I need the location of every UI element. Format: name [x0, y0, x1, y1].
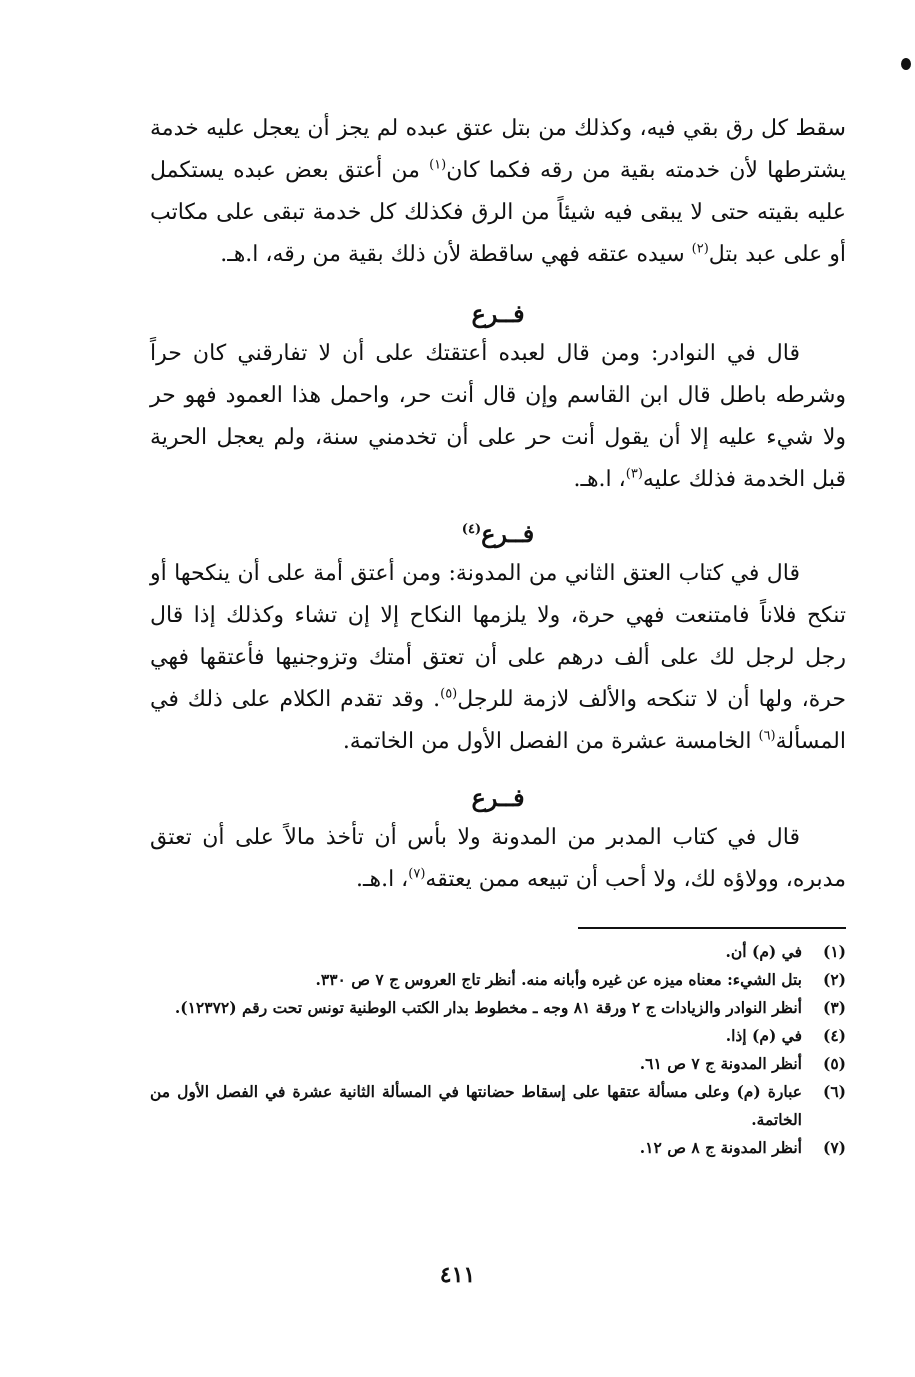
footnote-ref-7: (٧) [408, 866, 426, 882]
footnote-number: (٢) [822, 970, 846, 989]
paragraph-4-text-a: قال في كتاب المدبر من المدونة ولا بأس أن تأخذ مالاً على أن تعتق مدبره، وولاؤه لك، ولا أحب أن تبيعه ممن يعتقه [150, 825, 846, 892]
footnote-text: بتل الشيء: معناه ميزه عن غيره وأبانه منه. أنظر تاج العروس ج ٧ ص ٣٣٠. [315, 970, 802, 989]
section-heading-3 [150, 780, 846, 816]
footnote-text: في (م) أن. [725, 942, 802, 961]
footnote-ref-4: (٤) [461, 522, 482, 537]
footnotes-list [150, 938, 846, 1162]
footnote-number: (٣) [822, 998, 846, 1017]
paragraph-3-text-c: الخامسة عشرة من الفصل الأول من الخاتمة. [342, 729, 759, 754]
paragraph-3-text-b: . وقد تقدم الكلام على ذلك في المسألة [150, 687, 846, 754]
footnote-text: في (م) إذا. [725, 1026, 802, 1045]
footnote-ref-2: (٢) [691, 241, 709, 257]
footnote-text: أنظر المدونة ج ٨ ص ١٢. [639, 1138, 802, 1157]
footnote-item [150, 966, 846, 994]
paragraph-4 [150, 817, 846, 901]
paragraph-2-text-a: قال في النوادر: ومن قال لعبده أعتقتك على أن لا تفارقني كان حراً وشرطه باطل قال ابن القاسم وإن قال أنت حر، واحمل هذا العمود فهو حر ولا شيء عليه إلا أن يقول أنت حر على أن تخدمني سنة، ولم يعجل الحرية قبل الخدمة فذلك عليه [150, 341, 846, 492]
paragraph-1-text-a: سقط كل رق بقي فيه، وكذلك من بتل عتق عبده لم يجز أن يعجل عليه خدمة يشترطها لأن خدمته بقية من رقه فكما كان [150, 116, 846, 183]
paragraph-4-text-b: ، ا.هـ. [356, 867, 409, 892]
footnote-ref-3: (٣) [625, 466, 643, 482]
footnote-text: أنظر المدونة ج ٧ ص ٦١. [639, 1054, 802, 1073]
footnote-item [150, 1134, 846, 1162]
footnote-item [150, 1078, 846, 1134]
section-heading-2-text: فــرع [481, 519, 535, 548]
paragraph-2 [150, 333, 846, 501]
footnote-item [150, 1050, 846, 1078]
footnote-number: (٧) [822, 1138, 846, 1157]
paragraph-1-text-b: من أعتق بعض عبده يستكمل عليه بقيته حتى لا يبقى فيه شيئاً من الرق فكذلك كل خدمة تبقى على مكاتب أو على عبد بتل [150, 158, 846, 267]
footnote-number: (٥) [822, 1054, 846, 1073]
footnote-item [150, 994, 846, 1022]
paragraph-2-text-b: ، ا.هـ. [573, 467, 626, 492]
footnote-item [150, 1022, 846, 1050]
paragraph-1 [150, 108, 846, 276]
page-number: ٤١١ [439, 1262, 476, 1288]
section-heading-3-text: فــرع [471, 783, 525, 812]
footnote-separator [578, 927, 846, 929]
footnote-number: (٦) [822, 1082, 846, 1101]
section-heading-2 [150, 516, 846, 552]
footnote-text: أنظر النوادر والزيادات ج ٢ ورقة ٨١ وجه ـ مخطوط بدار الكتب الوطنية تونس تحت رقم (١٢٣٧٢). [174, 998, 802, 1017]
section-heading-1-text: فــرع [471, 299, 525, 328]
paragraph-3-text-a: قال في كتاب العتق الثاني من المدونة: ومن أعتق أمة على أن ينكحها أو تنكح فلاناً فامتنعت فهي حرة، ولا يلزمها النكاح إلا إن تشاء وكذلك إذا قال رجل لرجل لك على ألف درهم على أن تعتق أمتك وتزوجنيها فأعتقها فهي حرة، ولها أن لا تنكحه والألف لازمة للرجل [150, 561, 846, 712]
footnote-item [150, 938, 846, 966]
paragraph-3 [150, 553, 846, 763]
paragraph-1-text-c: سيده عتقه فهي ساقطة لأن ذلك بقية من رقه، ا.هـ. [220, 242, 692, 267]
footnote-ref-5: (٥) [440, 686, 458, 702]
footnote-number: (١) [822, 942, 846, 961]
page-corner-mark [901, 58, 911, 70]
footnote-ref-6: (٦) [758, 728, 776, 744]
section-heading-1 [150, 296, 846, 332]
footnote-ref-1: (١) [429, 157, 447, 173]
footnote-number: (٤) [822, 1026, 846, 1045]
footnote-text: عبارة (م) وعلى مسألة عتقها على إسقاط حضانتها في المسألة الثانية عشرة في الفصل الأول من الخاتمة. [150, 1082, 802, 1129]
